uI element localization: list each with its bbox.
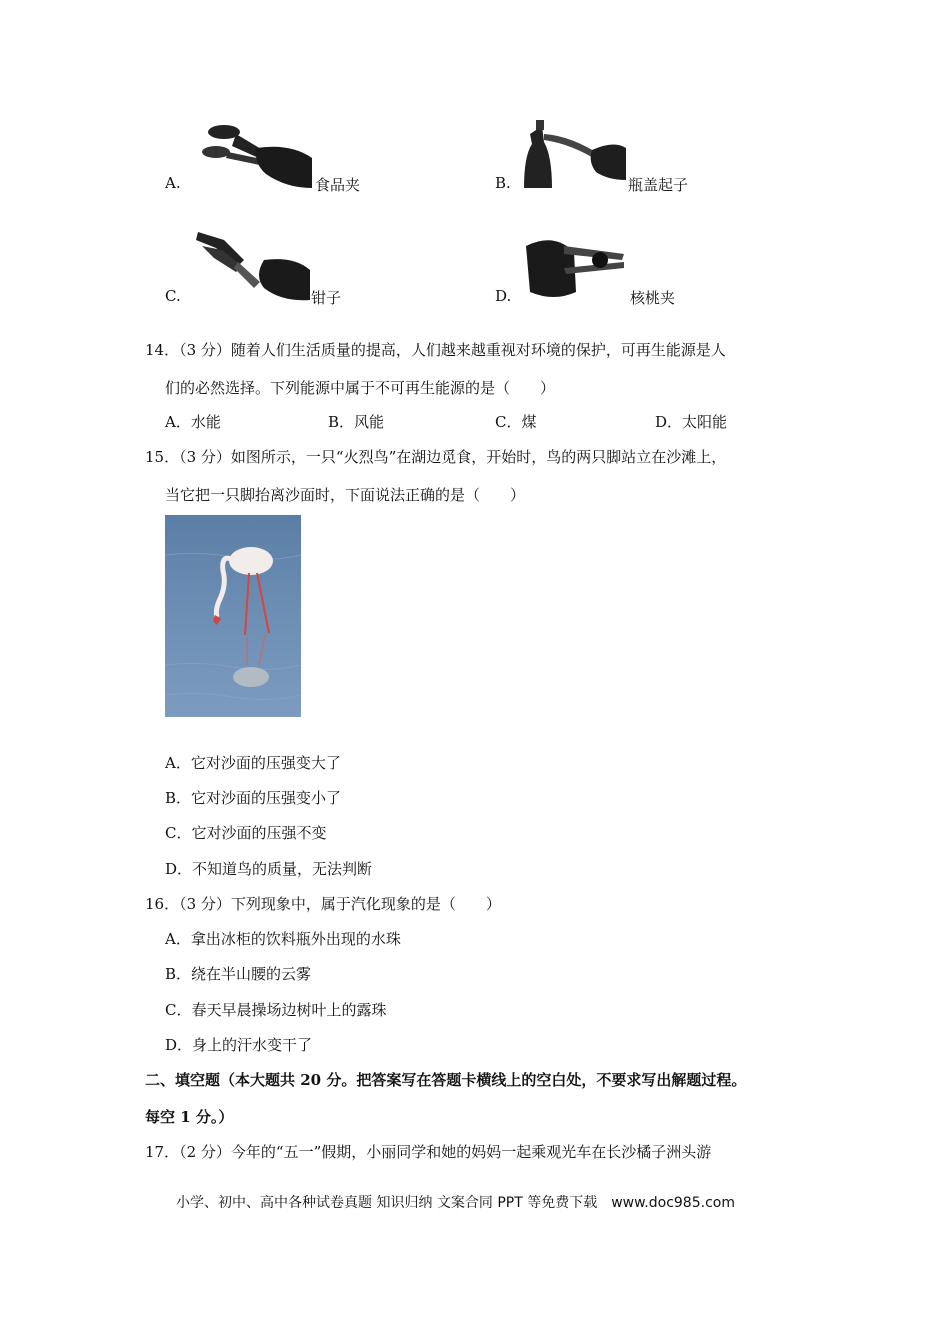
q15-option-d: D．不知道鸟的质量，无法判断 [165,860,373,878]
q15-option-b: B．它对沙面的压强变小了 [165,789,342,807]
q13-option-d-letter: D. [495,287,512,305]
q14-option-a: A．水能 [165,413,221,431]
q16-stem: 16．（3 分）下列现象中，属于汽化现象的是（ ） [145,895,501,913]
q14-option-b: B．风能 [328,413,385,431]
q15-option-a: A．它对沙面的压强变大了 [165,754,341,772]
section2-heading-line1: 二、填空题（本大题共 20 分。把答案写在答题卡横线上的空白处，不要求写出解题过程。 [145,1071,747,1089]
q13-option-a-letter: A. [165,174,181,192]
bottle-opener-image [522,116,628,190]
q15-stem-line1: 15．（3 分）如图所示，一只“火烈鸟”在湖边觅食，开始时，鸟的两只脚站立在沙滩上， [145,448,727,466]
q14-option-d: D．太阳能 [655,413,728,431]
q13-option-d-caption: 核桃夹 [630,289,676,307]
q13-option-c-letter: C. [165,287,181,305]
q13-option-c-caption: 钳子 [311,289,342,307]
section2-heading-line2: 每空 1 分。） [145,1108,234,1126]
q16-option-a: A．拿出冰柜的饮料瓶外出现的水珠 [165,930,401,948]
q15-stem-line2: 当它把一只脚抬离沙面时，下面说法正确的是（ ） [165,486,526,504]
q16-option-c: C．春天早晨操场边树叶上的露珠 [165,1001,387,1019]
q14-stem-line2: 们的必然选择。下列能源中属于不可再生能源的是（ ） [165,379,556,397]
q13-option-b-letter: B. [495,174,511,192]
pliers-image [194,226,312,302]
q16-option-d: D．身上的汗水变干了 [165,1036,313,1054]
q17-stem-line1: 17．（2 分）今年的“五一”假期，小丽同学和她的妈妈一起乘观光车在长沙橘子洲头游 [145,1143,712,1161]
q14-option-c: C．煤 [495,413,537,431]
q14-stem-line1: 14．（3 分）随着人们生活质量的提高，人们越来越重视对环境的保护，可再生能源是人 [145,341,726,359]
food-tongs-image [196,118,314,190]
nutcracker-image [524,232,628,302]
page-footer: 小学、初中、高中各种试卷真题 知识归纳 文案合同 PPT 等免费下载 www.doc985.com [176,1195,735,1211]
q13-option-a-caption: 食品夹 [315,176,361,194]
q13-option-b-caption: 瓶盖起子 [628,176,689,194]
q16-option-b: B．绕在半山腰的云雾 [165,965,312,983]
q15-option-c: C．它对沙面的压强不变 [165,824,327,842]
flamingo-photo [165,515,301,717]
